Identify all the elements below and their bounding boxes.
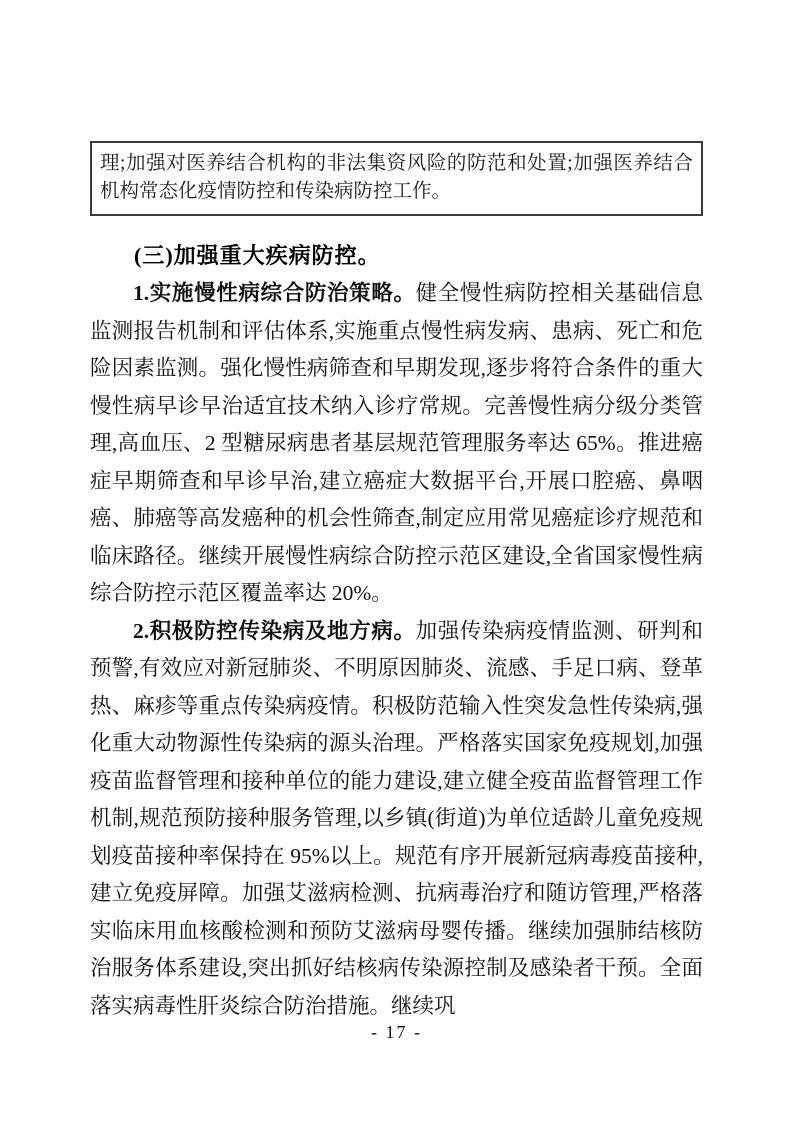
carryover-text: 理;加强对医养结合机构的非法集资风险的防范和处置;加强医养结合机构常态化疫情防控和传染病防控工作。: [100, 153, 693, 202]
document-content: [90, 141, 703, 1025]
paragraph-1-lead: 1.实施慢性病综合防治策略。: [133, 281, 416, 305]
paragraph-1-body: 健全慢性病防控相关基础信息监测报告机制和评估体系,实施重点慢性病发病、患病、死亡和危险因素监测。强化慢性病筛查和早期发现,逐步将符合条件的重大慢性病早诊早治适宜技术纳入诊疗常规。完善慢性病分级分类管理,高血压、2 型糖尿病患者基层规范管理服务率达 65%。推进癌症早期筛查和早诊早治,建立癌症大数据平台,开展口腔癌、鼻咽癌、肺癌等高发癌种的机会性筛查,制定应用常见癌症诊疗规范和临床路径。继续开展慢性病综合防控示范区建设,全省国家慢性病综合防控示范区覆盖率达 20%。: [90, 281, 703, 605]
paragraph-2: [90, 613, 703, 1026]
page-number: - 17 -: [371, 1022, 422, 1042]
paragraph-1: [90, 275, 703, 613]
paragraph-2-body: 加强传染病疫情监测、研判和预警,有效应对新冠肺炎、不明原因肺炎、流感、手足口病、登革热、麻疹等重点传染病疫情。积极防范输入性突发急性传染病,强化重大动物源性传染病的源头治理。严格落实国家免疫规划,加强疫苗监督管理和接种单位的能力建设,建立健全疫苗监督管理工作机制,规范预防接种服务管理,以乡镇(街道)为单位适龄儿童免疫规划疫苗接种率保持在 95%以上。规范有序开展新冠病毒疫苗接种,建立免疫屏障。加强艾滋病检测、抗病毒治疗和随访管理,严格落实临床用血核酸检测和预防艾滋病母婴传播。继续加强肺结核防治服务体系建设,突出抓好结核病传染源控制及感染者干预。全面落实病毒性肝炎综合防治措施。继续巩: [90, 618, 703, 1018]
carryover-text-box: [90, 141, 703, 216]
section-heading: (三)加强重大疾病防控。: [134, 243, 381, 268]
paragraph-2-lead: 2.积极防控传染病及地方病。: [133, 618, 416, 643]
